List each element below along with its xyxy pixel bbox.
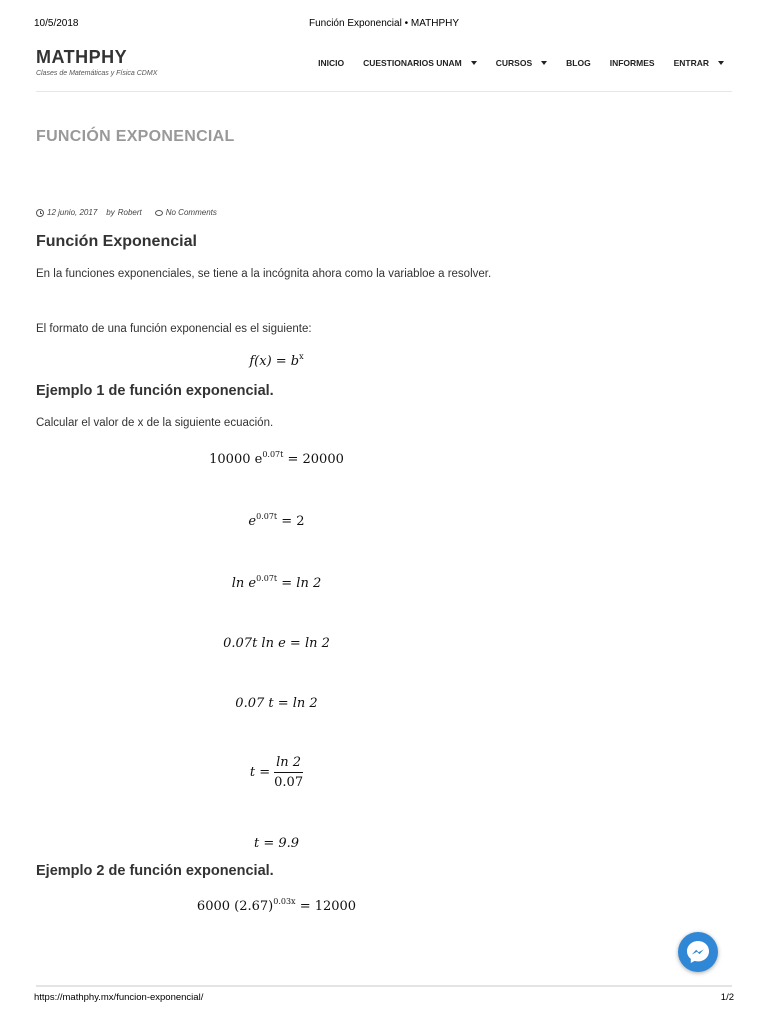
equation-right: = ln 2	[277, 576, 322, 591]
equation-exponent: 0.07t	[262, 450, 284, 459]
equation-6	[36, 755, 517, 790]
chevron-down-icon	[471, 61, 477, 65]
messenger-chat-button[interactable]	[678, 932, 718, 972]
site-header	[36, 46, 732, 92]
comments-link[interactable]: No Comments	[165, 208, 217, 217]
equation-7	[36, 836, 517, 851]
author-link[interactable]: Robert	[117, 208, 142, 217]
messenger-icon	[684, 938, 712, 966]
nav-item-cuestionarios-unam[interactable]	[363, 58, 477, 68]
equation-8	[36, 897, 517, 914]
equation-1	[36, 450, 517, 467]
equation-left: t =	[249, 765, 271, 780]
main-nav	[299, 58, 724, 68]
chevron-down-icon	[541, 61, 547, 65]
print-header	[34, 18, 734, 32]
equation-text: t = 9.9	[253, 836, 300, 851]
equation-right: = 2	[277, 514, 305, 529]
equation-left: 10000 e	[209, 452, 263, 467]
footer-divider	[36, 985, 732, 987]
nav-item-label: INICIO	[318, 58, 345, 68]
nav-item-label: CUESTIONARIOS UNAM	[363, 58, 462, 68]
author-prefix: by	[106, 208, 115, 217]
equation-text: 0.07t ln e = ln 2	[223, 636, 330, 651]
comment-icon	[155, 210, 163, 216]
formula-exponent: x	[299, 352, 304, 361]
equation-4	[36, 636, 517, 651]
example2-heading: Ejemplo 2 de función exponencial.	[36, 863, 274, 879]
nav-item-blog[interactable]	[566, 58, 591, 68]
nav-item-label: CURSOS	[495, 58, 533, 68]
fraction	[274, 755, 303, 790]
equation-2	[36, 512, 517, 529]
equation-right: = 20000	[283, 452, 344, 467]
nav-item-label: ENTRAR	[673, 58, 709, 68]
equation-right: = 12000	[295, 899, 357, 914]
site-logo[interactable]: MATHPHY	[36, 47, 128, 67]
page-title: FUNCIÓN EXPONENCIAL	[36, 128, 235, 145]
equation-text: 0.07 t = ln 2	[235, 696, 318, 711]
equation-left: ln e	[231, 576, 257, 591]
post-date-link[interactable]: 12 junio, 2017	[47, 208, 98, 217]
print-page-number: 1/2	[720, 992, 734, 1003]
site-tagline: Clases de Matemáticas y Física CDMX	[36, 70, 158, 77]
chevron-down-icon	[718, 61, 724, 65]
nav-item-label: BLOG	[566, 58, 591, 68]
fraction-numerator: ln 2	[274, 755, 303, 773]
example1-heading: Ejemplo 1 de función exponencial.	[36, 383, 274, 399]
article-heading: Función Exponencial	[36, 233, 197, 250]
formula-text: f(x) = b	[249, 354, 300, 369]
nav-item-label: INFORMES	[609, 58, 655, 68]
example1-paragraph: Calcular el valor de x de la siguiente ecuación.	[36, 417, 274, 429]
nav-item-inicio[interactable]	[318, 58, 344, 68]
equation-left: e	[248, 514, 257, 529]
fraction-denominator: 0.07	[274, 775, 304, 790]
nav-item-cursos[interactable]	[496, 58, 547, 68]
intro-paragraph: En la funciones exponenciales, se tiene a la incógnita ahora como la variabloe a resolver.	[36, 268, 492, 280]
nav-item-informes[interactable]	[610, 58, 655, 68]
print-title: Función Exponencial • MATHPHY	[308, 18, 460, 29]
equation-exponent: 0.07t	[256, 512, 278, 521]
equation-left: 6000 (2.67)	[196, 899, 274, 914]
print-date: 10/5/2018	[34, 18, 79, 29]
equation-exponent: 0.07t	[256, 574, 278, 583]
print-footer	[34, 992, 734, 1006]
clock-icon	[36, 209, 44, 217]
nav-item-entrar[interactable]	[674, 58, 724, 68]
formula-fx	[36, 352, 517, 369]
print-url: https://mathphy.mx/funcion-exponencial/	[34, 992, 204, 1003]
equation-5	[36, 696, 517, 711]
post-meta	[36, 208, 217, 217]
format-paragraph: El formato de una función exponencial es el siguiente:	[36, 323, 312, 335]
equation-3	[36, 574, 517, 591]
equation-exponent: 0.03x	[273, 897, 296, 906]
